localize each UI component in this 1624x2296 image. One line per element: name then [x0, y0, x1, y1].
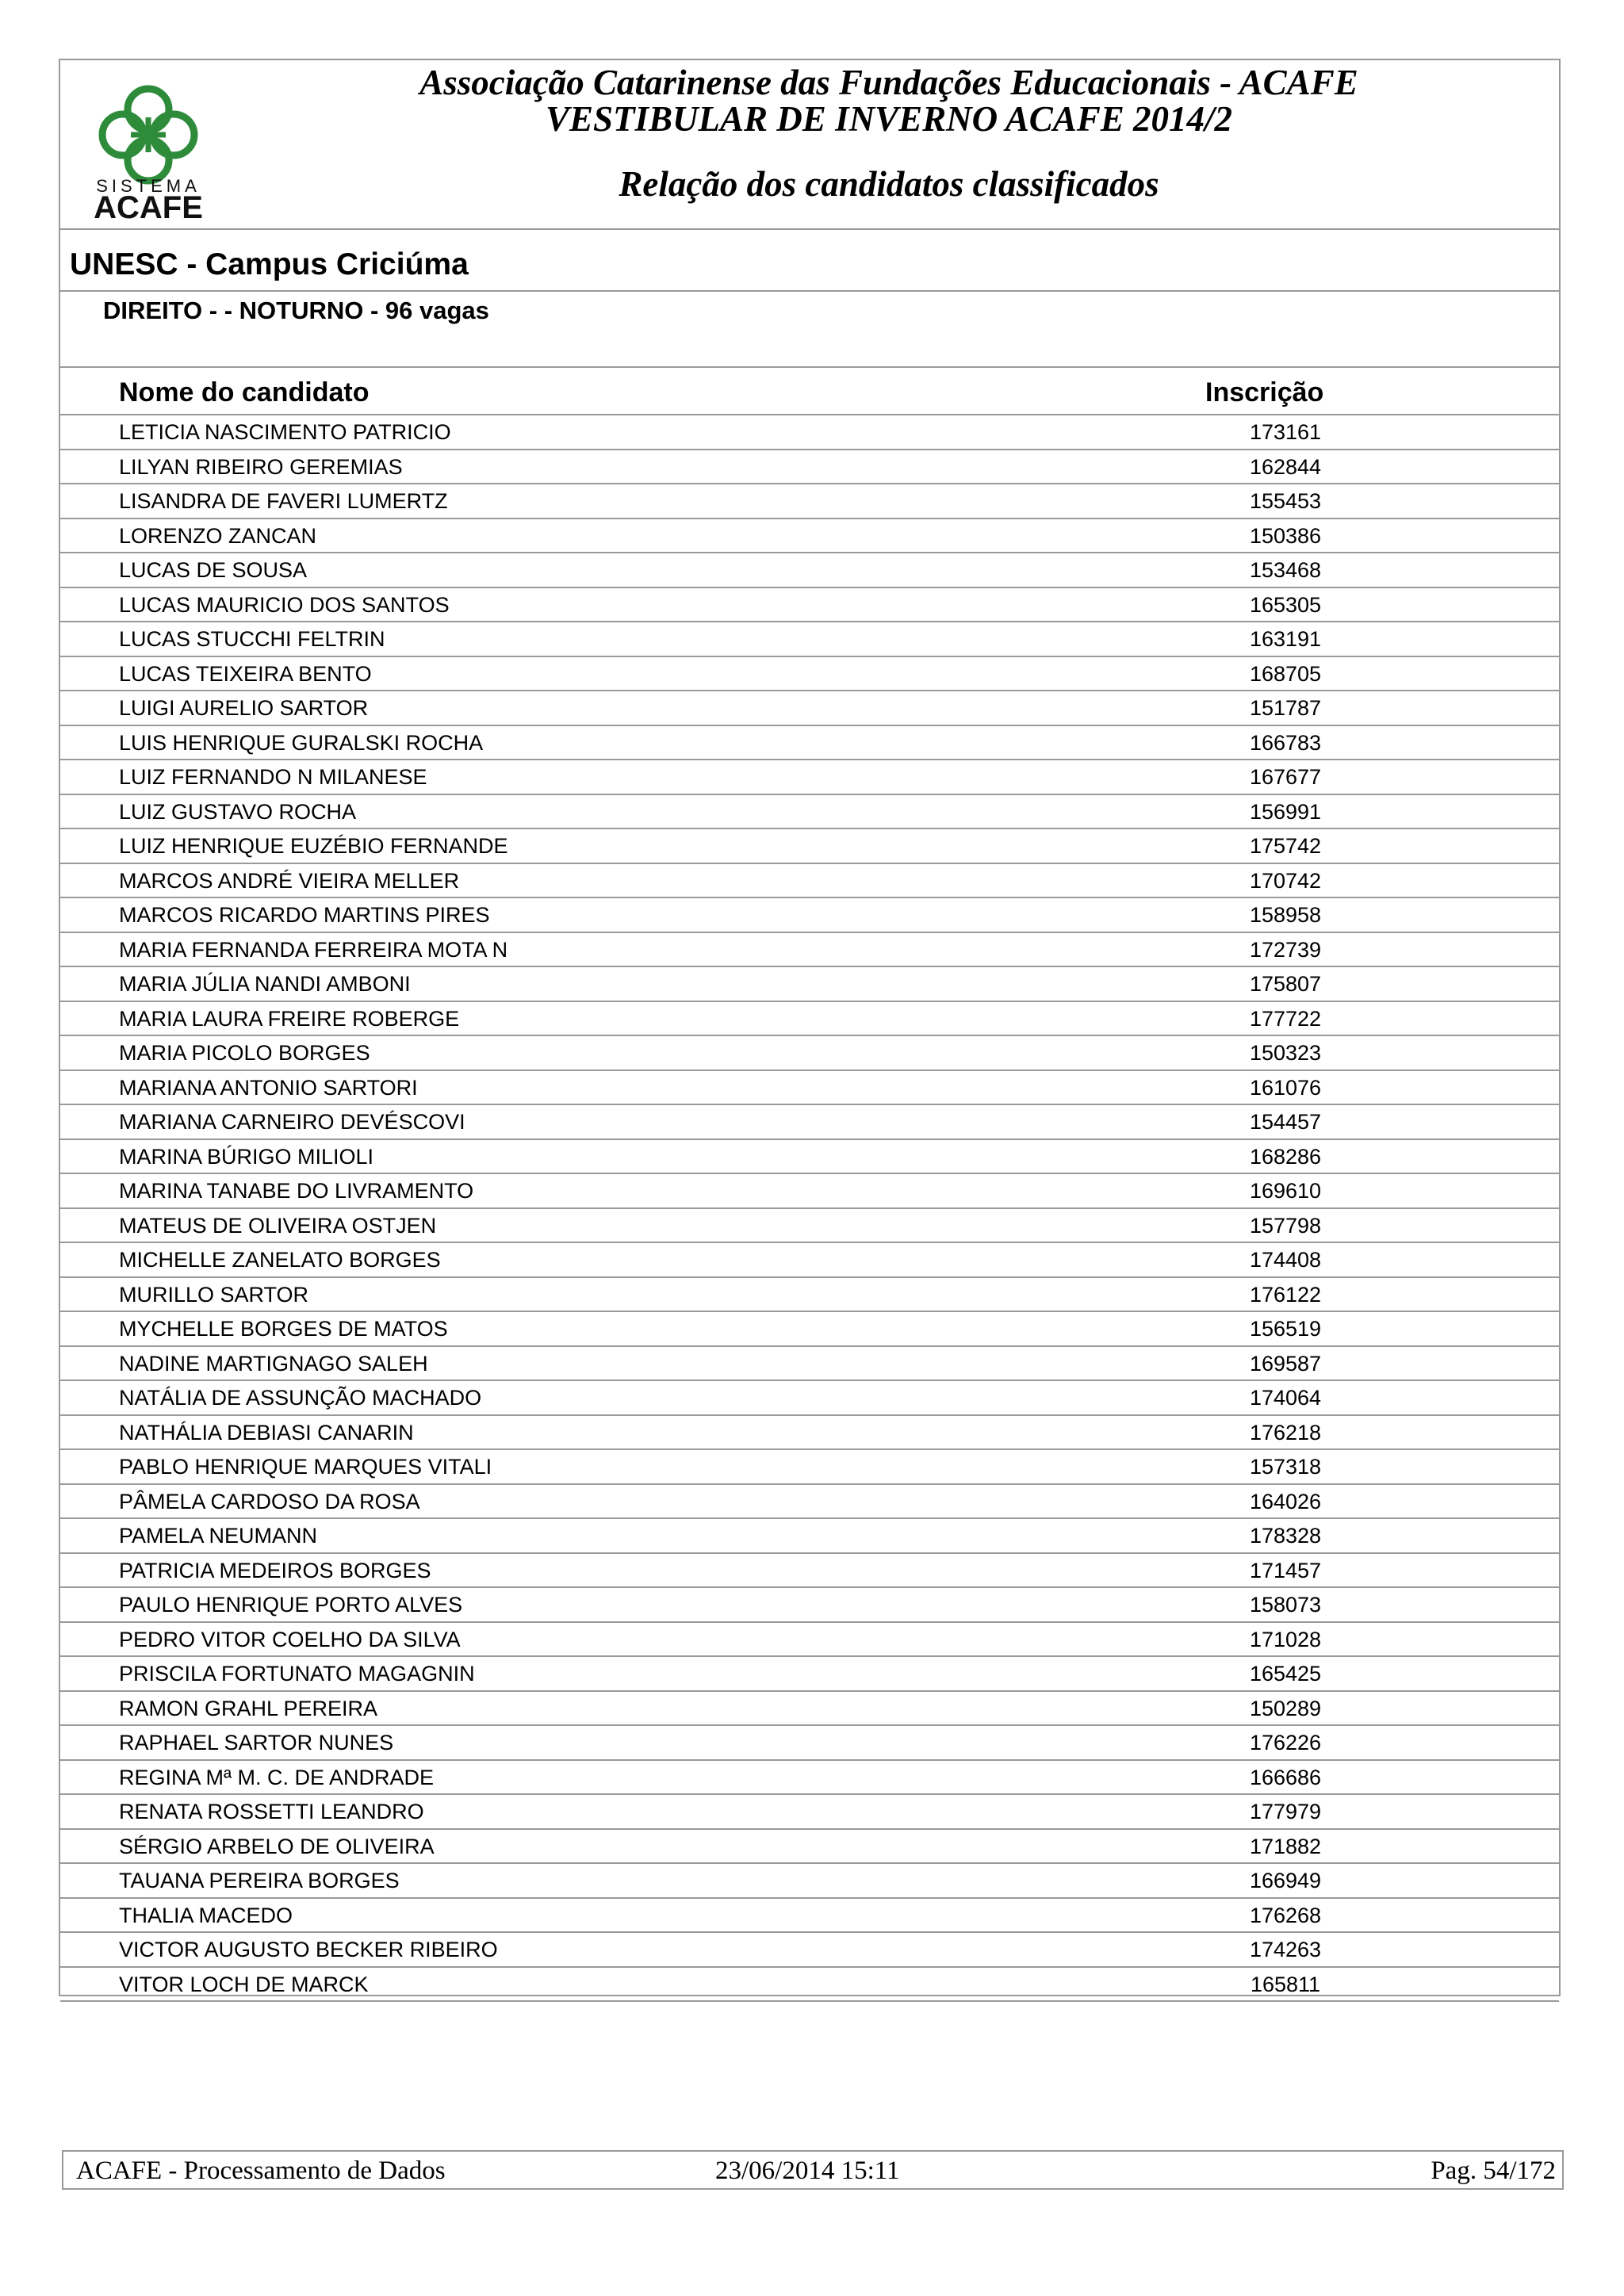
table-row [60, 1416, 1559, 1451]
table-row [60, 829, 1559, 864]
candidate-inscricao: 166783 [1249, 730, 1322, 755]
candidate-name: VICTOR AUGUSTO BECKER RIBEIRO [119, 1938, 498, 1961]
candidate-inscricao: 156991 [1249, 799, 1322, 824]
candidate-name: PÂMELA CARDOSO DA ROSA [119, 1489, 420, 1513]
candidate-inscricao: 176268 [1249, 1903, 1322, 1927]
candidate-name: PEDRO VITOR COELHO DA SILVA [119, 1627, 461, 1651]
candidate-inscricao: 169610 [1249, 1179, 1322, 1203]
table-row [60, 1726, 1559, 1761]
table-row [60, 1830, 1559, 1865]
course-row [60, 292, 1559, 368]
course-name: DIREITO - - NOTURNO - 96 vagas [103, 297, 489, 324]
candidate-inscricao: 174408 [1249, 1248, 1322, 1272]
candidate-name: MARIA LAURA FREIRE ROBERGE [119, 1006, 460, 1031]
candidate-inscricao: 172739 [1249, 937, 1322, 962]
candidate-inscricao: 158073 [1249, 1593, 1322, 1617]
table-row [60, 1761, 1559, 1796]
candidate-name: MARCOS ANDRÉ VIEIRA MELLER [119, 868, 460, 893]
logo-top-text: SISTEMA [96, 176, 201, 196]
candidate-inscricao: 156519 [1249, 1317, 1322, 1341]
candidate-name: MARIANA CARNEIRO DEVÉSCOVI [119, 1110, 465, 1134]
table-row [60, 1519, 1559, 1554]
exam-title: VESTIBULAR DE INVERNO ACAFE 2014/2 [545, 99, 1233, 139]
footer-source: ACAFE - Processamento de Dados [76, 2156, 446, 2185]
table-row [60, 1933, 1559, 1968]
candidate-inscricao: 157798 [1249, 1213, 1322, 1238]
table-row [60, 760, 1559, 795]
table-row [60, 1450, 1559, 1485]
candidate-inscricao: 150323 [1249, 1041, 1322, 1065]
candidate-name: LUIZ FERNANDO N MILANESE [119, 765, 427, 789]
candidate-inscricao: 153468 [1249, 558, 1322, 582]
candidate-name: PABLO HENRIQUE MARQUES VITALI [119, 1455, 492, 1479]
table-row [60, 898, 1559, 933]
table-row [60, 450, 1559, 485]
candidate-name: NATHÁLIA DEBIASI CANARIN [119, 1420, 414, 1445]
document-title: Associação Catarinense das Fundações Educacionais - ACAFE [419, 63, 1358, 102]
table-row [60, 726, 1559, 761]
candidate-inscricao: 166686 [1249, 1765, 1322, 1789]
candidate-name: PAULO HENRIQUE PORTO ALVES [119, 1593, 463, 1617]
table-row [60, 1864, 1559, 1899]
table-row [60, 1002, 1559, 1037]
table-row [60, 1278, 1559, 1313]
table-row [60, 588, 1559, 623]
candidate-name: THALIA MACEDO [119, 1903, 293, 1927]
candidate-name: MATEUS DE OLIVEIRA OSTJEN [119, 1213, 437, 1238]
candidate-name: LISANDRA DE FAVERI LUMERTZ [119, 489, 448, 513]
candidate-name: SÉRGIO ARBELO DE OLIVEIRA [119, 1834, 435, 1858]
candidate-name: LUCAS MAURICIO DOS SANTOS [119, 592, 450, 617]
candidate-inscricao: 177979 [1249, 1800, 1322, 1823]
table-row [60, 1243, 1559, 1278]
candidate-inscricao: 162844 [1249, 454, 1322, 479]
candidate-name: LUCAS STUCCHI FELTRIN [119, 627, 385, 651]
candidate-inscricao: 165425 [1249, 1662, 1322, 1686]
candidate-name: MARIA PICOLO BORGES [119, 1041, 370, 1065]
table-row [60, 1692, 1559, 1727]
candidate-inscricao: 175742 [1249, 834, 1322, 858]
candidate-inscricao: 161076 [1249, 1075, 1322, 1100]
candidate-inscricao: 154457 [1249, 1110, 1322, 1134]
footer-timestamp: 23/06/2014 15:11 [715, 2156, 900, 2185]
candidate-inscricao: 174064 [1249, 1386, 1322, 1410]
table-row [60, 1174, 1559, 1209]
candidate-name: MARIA FERNANDA FERREIRA MOTA N [119, 937, 508, 962]
table-row [60, 1209, 1559, 1244]
campus-name: UNESC - Campus Criciúma [70, 247, 469, 281]
candidate-name: LILYAN RIBEIRO GEREMIAS [119, 454, 403, 479]
candidate-inscricao: 164026 [1249, 1489, 1322, 1513]
candidate-inscricao: 170742 [1249, 868, 1322, 893]
footer-page-number: Pag. 54/172 [1431, 2156, 1556, 2185]
document-frame [59, 59, 1561, 1996]
table-row [60, 1140, 1559, 1175]
candidate-name: LUIZ GUSTAVO ROCHA [119, 799, 357, 824]
table-row [60, 1312, 1559, 1347]
table-row [60, 484, 1559, 519]
candidate-name: TAUANA PEREIRA BORGES [119, 1869, 400, 1892]
table-row [60, 1105, 1559, 1140]
candidate-inscricao: 157318 [1249, 1455, 1322, 1479]
candidate-inscricao: 168286 [1249, 1144, 1322, 1169]
candidate-inscricao: 167677 [1249, 765, 1322, 789]
table-row [60, 1657, 1559, 1692]
candidate-name: MARCOS RICARDO MARTINS PIRES [119, 903, 490, 927]
candidate-inscricao: 166949 [1249, 1869, 1322, 1892]
document-subtitle: Relação dos candidatos classificados [619, 164, 1159, 204]
candidate-inscricao: 171882 [1249, 1834, 1322, 1858]
table-row [60, 795, 1559, 830]
candidate-name: LUIGI AURELIO SARTOR [119, 696, 369, 720]
candidate-inscricao: 150386 [1249, 523, 1322, 548]
acafe-logo [73, 71, 224, 222]
candidate-inscricao: 175807 [1249, 972, 1322, 996]
candidate-inscricao: 177722 [1249, 1006, 1322, 1031]
candidate-name: LUIS HENRIQUE GURALSKI ROCHA [119, 730, 484, 755]
candidate-inscricao: 171028 [1249, 1627, 1322, 1651]
candidate-inscricao: 168705 [1249, 661, 1322, 686]
candidate-name: MYCHELLE BORGES DE MATOS [119, 1317, 448, 1341]
candidate-name: RAPHAEL SARTOR NUNES [119, 1731, 394, 1755]
candidate-name: MURILLO SARTOR [119, 1282, 309, 1307]
candidate-name: LUIZ HENRIQUE EUZÉBIO FERNANDE [119, 834, 508, 858]
candidate-name: LUCAS DE SOUSA [119, 558, 308, 582]
table-row [60, 1968, 1559, 2003]
table-header [60, 368, 1559, 415]
candidate-name: LUCAS TEIXEIRA BENTO [119, 661, 372, 686]
table-row [60, 1485, 1559, 1520]
table-row [60, 657, 1559, 692]
table-row [60, 1899, 1559, 1934]
candidate-name: LETICIA NASCIMENTO PATRICIO [119, 420, 451, 444]
candidate-inscricao: 155453 [1249, 489, 1322, 513]
candidate-inscricao: 171457 [1249, 1558, 1322, 1582]
candidate-table [60, 415, 1559, 2002]
table-row [60, 1623, 1559, 1658]
candidate-name: MARIANA ANTONIO SARTORI [119, 1075, 418, 1100]
document-header [60, 60, 1559, 230]
candidate-name: PRISCILA FORTUNATO MAGAGNIN [119, 1662, 475, 1686]
table-row [60, 1036, 1559, 1071]
column-header-inscricao: Inscrição [1205, 377, 1324, 408]
candidate-inscricao: 173161 [1249, 420, 1322, 444]
candidate-inscricao: 178328 [1249, 1524, 1322, 1548]
table-row [60, 1381, 1559, 1416]
candidate-name: MARIA JÚLIA NANDI AMBONI [119, 972, 411, 996]
table-row [60, 864, 1559, 899]
candidate-name: MICHELLE ZANELATO BORGES [119, 1248, 441, 1272]
logo-bottom-text: ACAFE [94, 190, 203, 222]
candidate-inscricao: 165811 [1250, 1972, 1321, 1996]
candidate-name: PAMELA NEUMANN [119, 1524, 318, 1548]
candidate-inscricao: 163191 [1249, 627, 1322, 651]
table-row [60, 1588, 1559, 1623]
table-row [60, 519, 1559, 554]
candidate-name: RAMON GRAHL PEREIRA [119, 1696, 378, 1720]
table-row [60, 1071, 1559, 1106]
table-row [60, 1795, 1559, 1830]
candidate-inscricao: 174263 [1249, 1938, 1322, 1961]
table-row [60, 415, 1559, 450]
candidate-inscricao: 165305 [1249, 592, 1322, 617]
table-row [60, 933, 1559, 968]
campus-row [60, 230, 1559, 292]
candidate-name: LORENZO ZANCAN [119, 523, 317, 548]
candidate-inscricao: 176226 [1249, 1731, 1322, 1755]
candidate-name: REGINA Mª M. C. DE ANDRADE [119, 1765, 435, 1789]
candidate-inscricao: 169587 [1249, 1351, 1322, 1376]
table-row [60, 622, 1559, 657]
table-row [60, 1554, 1559, 1589]
candidate-inscricao: 158958 [1249, 903, 1322, 927]
candidate-name: MARINA TANABE DO LIVRAMENTO [119, 1179, 474, 1203]
candidate-inscricao: 176218 [1249, 1420, 1322, 1445]
candidate-name: NADINE MARTIGNAGO SALEH [119, 1351, 428, 1376]
candidate-name: PATRICIA MEDEIROS BORGES [119, 1558, 431, 1582]
table-row [60, 967, 1559, 1002]
candidate-name: RENATA ROSSETTI LEANDRO [119, 1800, 424, 1823]
column-header-name: Nome do candidato [119, 377, 370, 408]
candidate-name: NATÁLIA DE ASSUNÇÃO MACHADO [119, 1386, 482, 1410]
table-row [60, 691, 1559, 726]
table-row [60, 1347, 1559, 1382]
candidate-name: VITOR LOCH DE MARCK [119, 1972, 369, 1996]
candidate-inscricao: 150289 [1249, 1696, 1322, 1720]
table-row [60, 553, 1559, 588]
candidate-inscricao: 176122 [1249, 1282, 1322, 1307]
candidate-name: MARINA BÚRIGO MILIOLI [119, 1144, 374, 1169]
candidate-inscricao: 151787 [1249, 696, 1322, 720]
page-footer [62, 2150, 1564, 2190]
